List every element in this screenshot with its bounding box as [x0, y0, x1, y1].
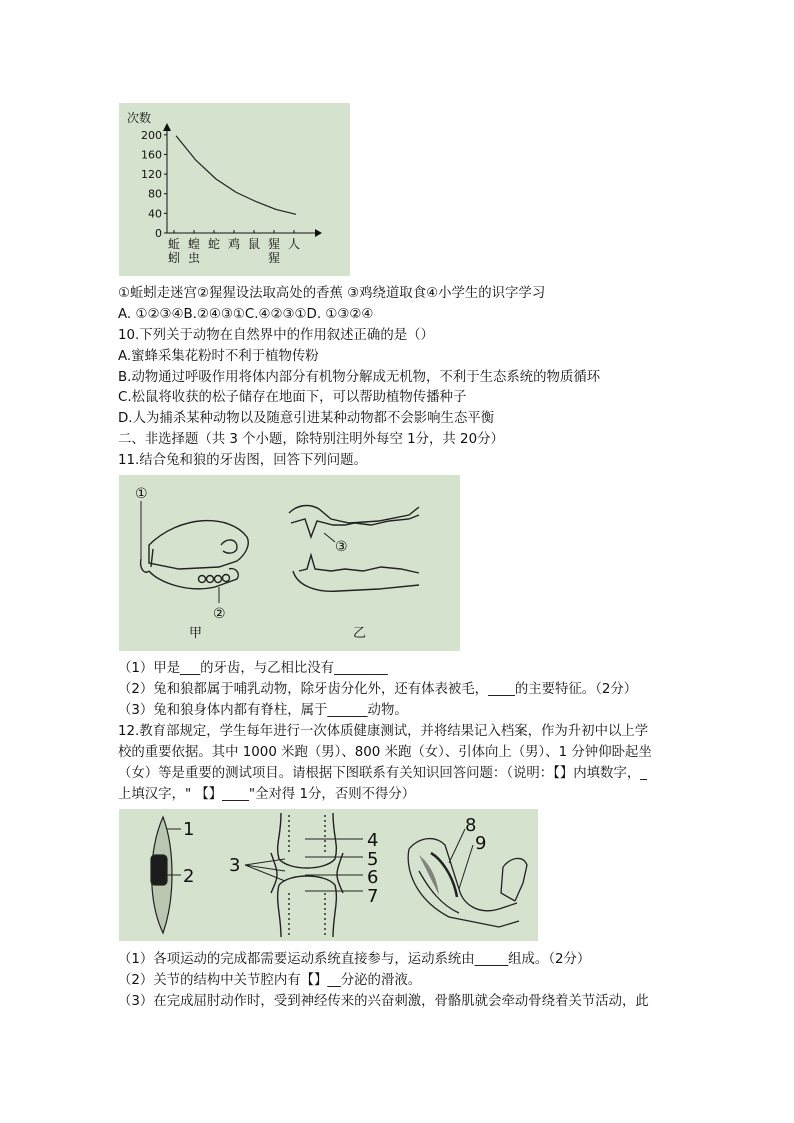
num-3: 3 [229, 855, 241, 876]
label-yi: 乙 [353, 626, 367, 641]
y-tick-label: 200 [141, 128, 162, 142]
num-6: 6 [367, 867, 379, 888]
num-9: 9 [475, 833, 487, 854]
label-2: ② [213, 606, 226, 622]
y-axis-label: 次数 [127, 111, 152, 125]
x-tick-label: 猩 [267, 237, 281, 251]
muscle-drawing [151, 817, 181, 933]
x-tick-label: 鼠 [247, 237, 261, 251]
x-tick-label: 人 [287, 237, 301, 251]
q9-options: A. ①②③④B.②④③①C.④②③①D. ①③②④ [118, 307, 374, 322]
q12-sub-2: （2）关节的结构中关节腔内有【】__分泌的滑液。 [118, 973, 422, 988]
q10-option-a: A.蜜蜂采集花粉时不利于植物传粉 [118, 349, 319, 364]
wolf-jaw-drawing [289, 506, 419, 592]
rabbit-skull-drawing [141, 501, 249, 603]
q11-sub-3: （3）兔和狼身体内都有脊柱，属于______动物。 [118, 703, 408, 718]
num-8: 8 [465, 815, 477, 836]
num-5: 5 [367, 849, 379, 870]
learning-chart-panel [119, 103, 350, 276]
x-tick-label: 蝗 [187, 237, 201, 251]
x-tick-label: 猩 [267, 251, 281, 265]
x-tick-label: 蚓 [167, 251, 181, 265]
joint-drawing [245, 813, 363, 937]
teeth-figure [119, 475, 460, 651]
y-tick-label: 80 [148, 187, 162, 201]
x-tick-label: 鸡 [227, 237, 241, 251]
label-3: ③ [335, 539, 348, 555]
label-jia: 甲 [189, 626, 203, 641]
y-tick-label: 160 [141, 148, 162, 162]
num-2: 2 [183, 866, 195, 887]
num-4: 4 [367, 830, 379, 851]
q12-stem-4: 上填汉字，" 【】____"全对得 1分，否则不得分） [118, 787, 416, 802]
y-tick-label: 120 [141, 168, 162, 182]
num-7: 7 [367, 886, 379, 907]
q10-stem: 10.下列关于动物在自然界中的作用叙述正确的是（） [118, 328, 434, 343]
num-1: 1 [183, 819, 195, 840]
q11-stem: 11.结合兔和狼的牙齿图，回答下列问题。 [118, 453, 367, 468]
q10-option-c: C.松鼠将收获的松子储存在地面下，可以帮助植物传播种子 [118, 390, 467, 405]
y-tick-label: 0 [155, 227, 162, 240]
q12-stem-1: 12.教育部规定，学生每年进行一次体质健康测试，并将结果记入档案，作为升初中以上学 [118, 724, 649, 739]
x-tick-label: 蛇 [207, 237, 221, 251]
y-tick-label: 40 [148, 207, 162, 221]
q12-sub-1: （1）各项运动的完成都需要运动系统直接参与，运动系统由_____组成。（2分） [118, 952, 591, 967]
q12-sub-3: （3）在完成屈肘动作时，受到神经传来的兴奋刺激，骨骼肌就会牵动骨绕着关节活动，此 [118, 994, 649, 1009]
section-2-heading: 二、非选择题（共 3 个小题，除特别注明外每空 1分，共 20分） [118, 432, 504, 447]
x-axis-arrow [315, 229, 322, 237]
y-axis-arrow [163, 123, 171, 131]
arm-drawing [408, 829, 527, 927]
q11-sub-1: （1）甲是___的牙齿，与乙相比没有________ [118, 661, 388, 676]
q9-items: ①蚯蚓走迷宫②猩猩设法取高处的香蕉 ③鸡绕道取食④小学生的识字学习 [118, 286, 546, 301]
q12-stem-3: （女）等是重要的测试项目。请根据下图联系有关知识回答问题：（说明：【】内填数字，_ [118, 766, 647, 781]
learning-chart [119, 103, 350, 276]
x-tick-label: 蚯 [167, 237, 181, 251]
q12-stem-2: 校的重要依据。其中 1000 米跑（男）、800 米跑（女）、引体向上（男）、1 分钟仰卧起坐 [118, 745, 652, 760]
q10-option-b: B.动物通过呼吸作用将体内部分有机物分解成无机物，不利于生态系统的物质循环 [118, 370, 601, 385]
motion-system-figure [119, 809, 538, 941]
series-line [176, 136, 296, 215]
x-tick-label: 虫 [187, 251, 201, 265]
q10-option-d: D.人为捕杀某种动物以及随意引进某种动物都不会影响生态平衡 [118, 411, 495, 426]
q11-sub-2: （2）兔和狼都属于哺乳动物，除牙齿分化外，还有体表被毛，____的主要特征。（2分） [118, 682, 638, 697]
label-1: ① [135, 486, 148, 502]
